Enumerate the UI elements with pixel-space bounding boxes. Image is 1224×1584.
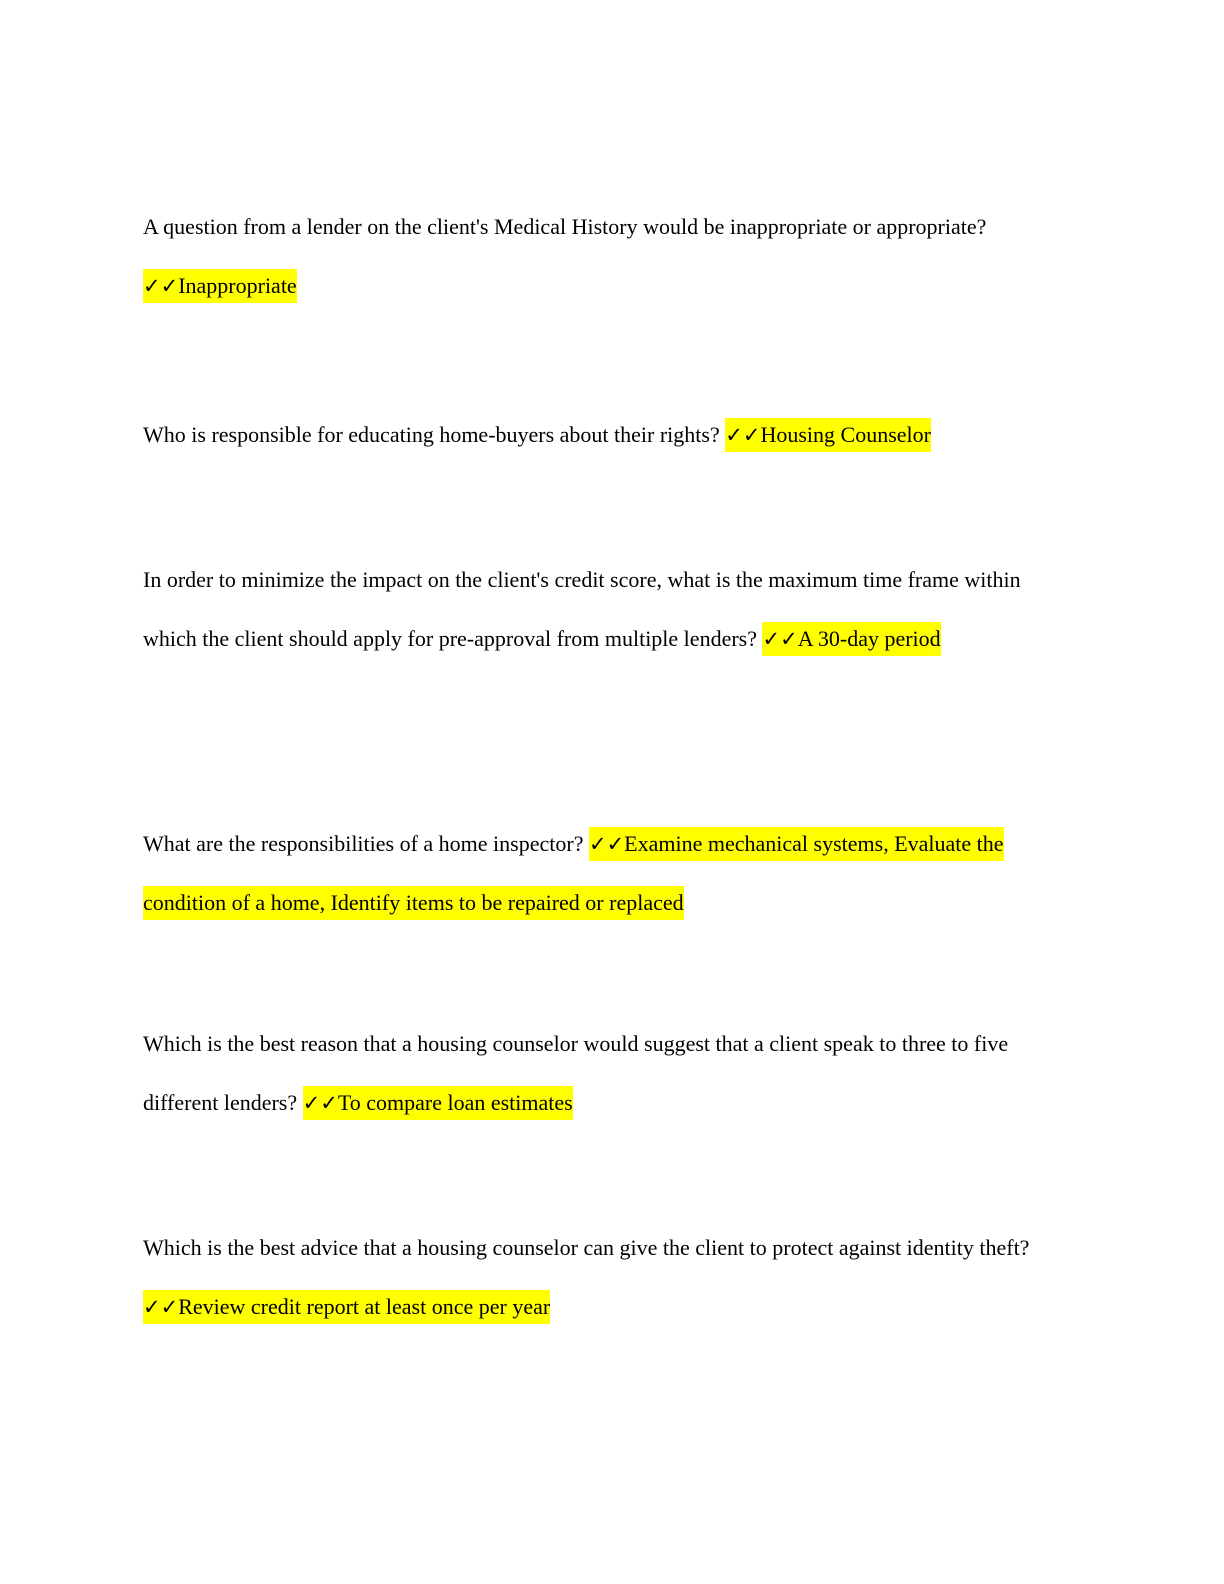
answer-text: Review credit report at least once per year: [178, 1293, 551, 1319]
double-check-icon: ✓✓: [725, 423, 761, 447]
answer-text: A 30-day period: [797, 625, 941, 651]
answer-text: Inappropriate: [178, 272, 297, 298]
answer-highlight: [143, 1290, 550, 1324]
qa-item-4: [143, 815, 1063, 932]
question-text: In order to minimize the impact on the client's credit score, what is the maximum time frame within which the client should apply for pre-approval from multiple lenders?: [143, 567, 1021, 651]
question-text: A question from a lender on the client's Medical History would be inappropriate or appropriate?: [143, 214, 987, 239]
double-check-icon: ✓✓: [143, 1294, 179, 1319]
qa-item-5: [143, 1015, 1063, 1132]
question-text: Who is responsible for educating home-buyers about their rights?: [143, 422, 720, 447]
answer-highlight: [303, 1086, 573, 1120]
answer-highlight: [143, 269, 297, 303]
double-check-icon: ✓✓: [302, 1090, 338, 1115]
question-text: What are the responsibilities of a home inspector?: [143, 831, 584, 856]
answer-highlight: [725, 418, 931, 452]
answer-text: Housing Counselor: [760, 422, 931, 447]
question-text: Which is the best reason that a housing counselor would suggest that a client speak to three to five different lenders?: [143, 1031, 1009, 1115]
double-check-icon: ✓✓: [762, 626, 798, 651]
question-text: Which is the best advice that a housing counselor can give the client to protect against identity theft?: [143, 1235, 1030, 1260]
answer-text: Examine mechanical systems, Evaluate the condition of a home, Identify items to be repaired or replaced: [143, 831, 1004, 915]
qa-item-6: [143, 1219, 1063, 1336]
qa-item-3: [143, 551, 1063, 668]
double-check-icon: ✓✓: [143, 273, 179, 298]
double-check-icon: ✓✓: [588, 832, 625, 856]
qa-item-1: [143, 198, 1063, 315]
qa-item-2: [143, 406, 1063, 465]
answer-highlight: [762, 622, 940, 656]
answer-text: To compare loan estimates: [337, 1089, 573, 1115]
